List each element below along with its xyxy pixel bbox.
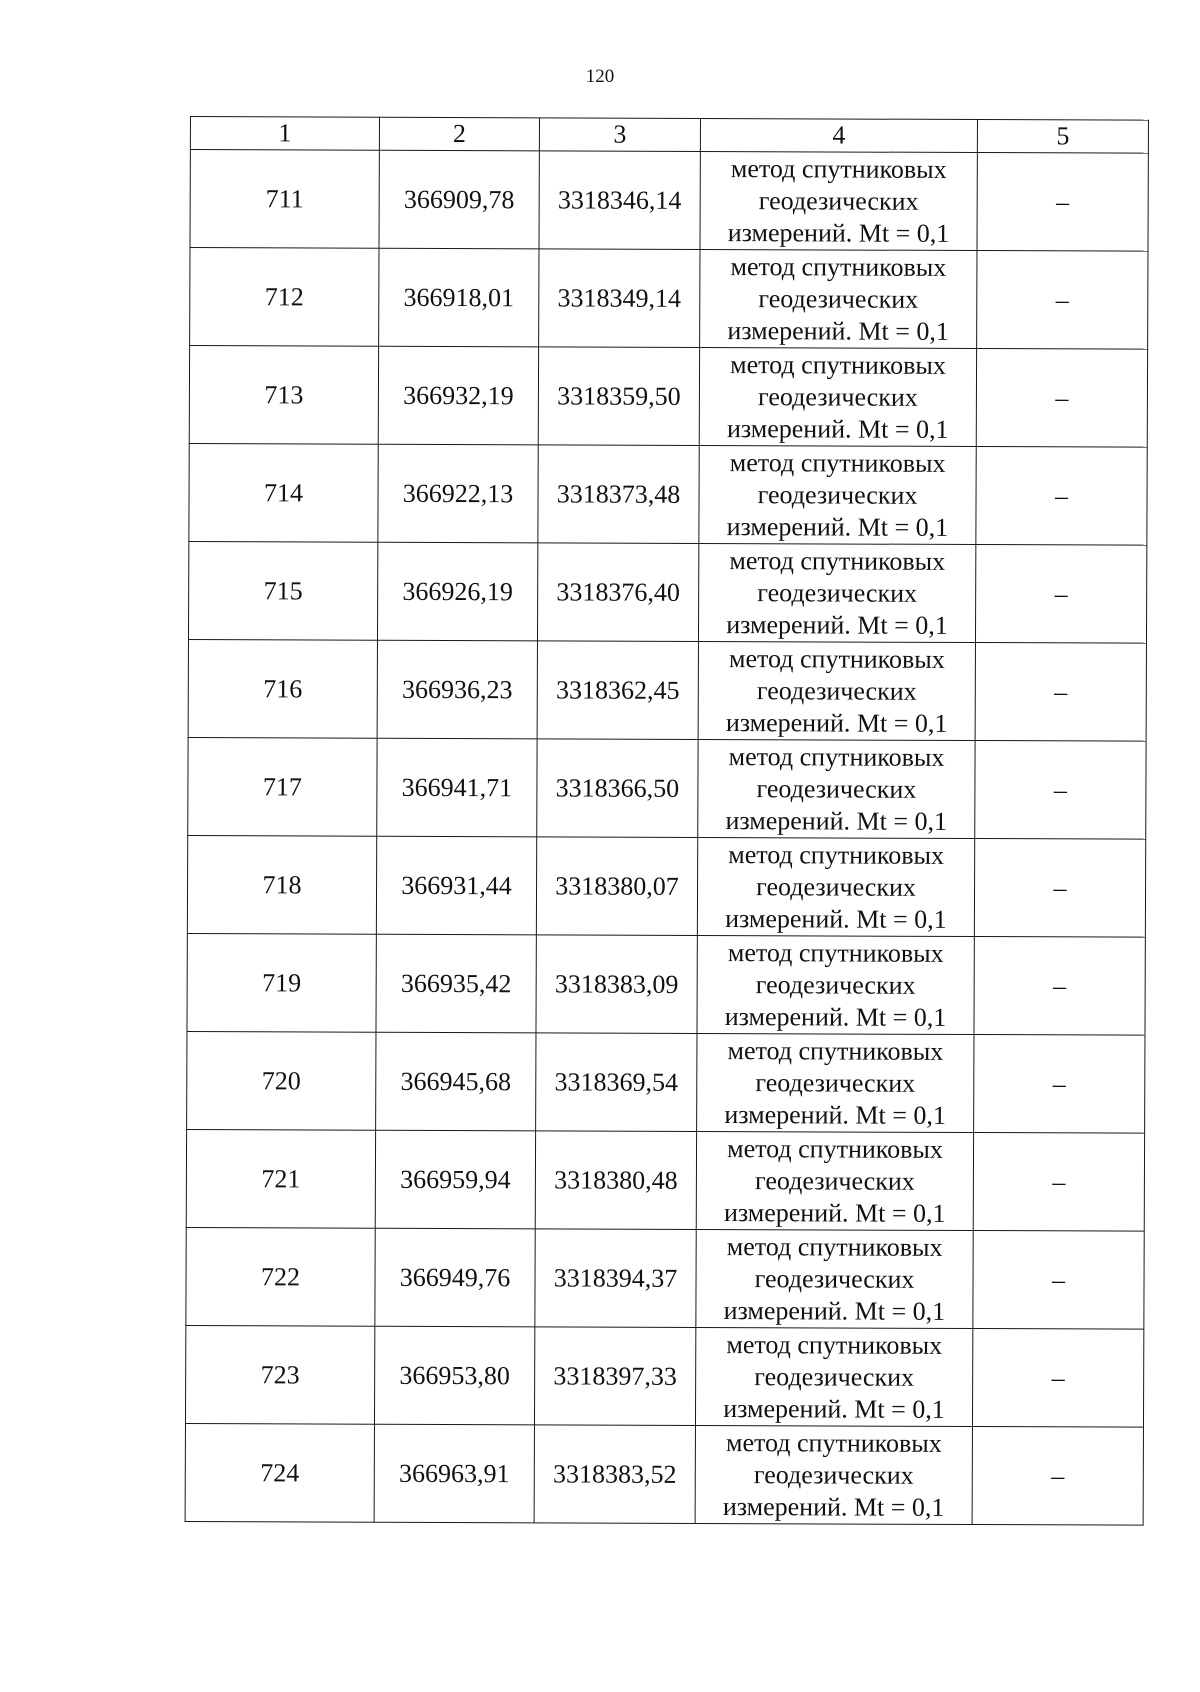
table-row [189, 346, 1147, 448]
method-line-1: метод спутниковых [727, 1133, 943, 1164]
note-cell: – [976, 349, 1147, 448]
point-number-cell: 723 [185, 1325, 374, 1424]
x-coordinate-cell: 366945,68 [376, 1032, 536, 1131]
method-cell [695, 1425, 972, 1524]
note-cell: – [974, 839, 1145, 938]
note-cell: – [977, 251, 1148, 350]
header-cell-1: 1 [190, 117, 379, 151]
x-coordinate-cell: 366918,01 [379, 248, 539, 347]
method-line-2: геодезических [757, 577, 918, 608]
y-coordinate-cell: 3318366,50 [537, 739, 698, 838]
method-line-1: метод спутниковых [730, 251, 947, 282]
table-body [185, 117, 1148, 1526]
table-row [188, 639, 1146, 741]
method-line-3: измерений. Mt = 0,1 [723, 1393, 945, 1424]
y-coordinate-cell: 3318380,48 [535, 1131, 696, 1230]
table-row [189, 443, 1147, 545]
x-coordinate-cell: 366959,94 [375, 1130, 535, 1229]
note-cell: – [975, 741, 1146, 840]
y-coordinate-cell: 3318383,09 [536, 935, 697, 1034]
coordinates-table-container [185, 116, 1148, 1526]
method-line-3: измерений. Mt = 0,1 [725, 903, 947, 934]
method-cell [696, 1131, 973, 1230]
method-line-3: измерений. Mt = 0,1 [723, 1197, 946, 1228]
x-coordinate-cell: 366909,78 [379, 150, 539, 249]
method-line-3: измерений. Mt = 0,1 [726, 413, 949, 444]
point-number-cell: 724 [185, 1423, 374, 1522]
table-row [188, 737, 1146, 839]
method-line-3: измерений. Mt = 0,1 [723, 1295, 946, 1326]
x-coordinate-cell: 366949,76 [375, 1228, 535, 1327]
x-coordinate-cell: 366963,91 [374, 1424, 534, 1523]
table-row [185, 1325, 1143, 1427]
method-cell [700, 249, 977, 348]
method-line-3: измерений. Mt = 0,1 [724, 1001, 947, 1032]
method-line-2: геодезических [755, 969, 916, 1000]
point-number-cell: 713 [189, 346, 378, 445]
x-coordinate-cell: 366953,80 [374, 1326, 534, 1425]
method-line-2: геодезических [754, 1165, 915, 1196]
method-line-1: метод спутниковых [729, 545, 946, 576]
method-cell [699, 445, 976, 544]
note-cell: – [973, 1133, 1144, 1232]
method-line-2: геодезических [756, 675, 917, 706]
point-number-cell: 720 [187, 1031, 376, 1130]
y-coordinate-cell: 3318380,07 [536, 837, 697, 936]
point-number-cell: 712 [190, 248, 379, 347]
note-cell: – [975, 643, 1146, 742]
method-cell [698, 641, 975, 740]
x-coordinate-cell: 366922,13 [378, 444, 538, 543]
method-line-2: геодезических [758, 283, 919, 314]
method-line-2: геодезических [756, 871, 916, 902]
method-line-1: метод спутниковых [728, 741, 945, 772]
point-number-cell: 718 [187, 835, 376, 934]
note-cell: – [974, 1035, 1145, 1134]
point-number-cell: 719 [187, 933, 376, 1032]
table-header-row [190, 117, 1148, 154]
x-coordinate-cell: 366931,44 [376, 836, 536, 935]
method-line-2: геодезических [758, 185, 919, 216]
note-cell: – [972, 1329, 1143, 1428]
table-row [190, 150, 1148, 252]
method-line-1: метод спутниковых [730, 153, 947, 184]
method-line-3: измерений. Mt = 0,1 [725, 707, 948, 738]
method-line-2: геодезических [755, 1067, 916, 1098]
method-cell [700, 151, 977, 250]
y-coordinate-cell: 3318369,54 [536, 1033, 697, 1132]
method-line-1: метод спутниковых [726, 1329, 943, 1360]
header-cell-5: 5 [977, 120, 1148, 154]
table-row [187, 835, 1145, 937]
coordinates-table [185, 116, 1149, 1526]
y-coordinate-cell: 3318362,45 [537, 641, 698, 740]
page-number: 120 [585, 66, 615, 87]
point-number-cell: 717 [188, 737, 377, 836]
method-line-2: геодезических [753, 1459, 914, 1490]
table-row [185, 1423, 1143, 1525]
method-cell [697, 935, 974, 1034]
method-line-3: измерений. Mt = 0,1 [726, 609, 948, 640]
method-line-1: метод спутниковых [729, 447, 946, 478]
table-row [188, 541, 1146, 643]
method-cell [698, 543, 975, 642]
method-line-2: геодезических [756, 773, 917, 804]
point-number-cell: 715 [188, 541, 377, 640]
method-cell [696, 1229, 973, 1328]
point-number-cell: 722 [186, 1227, 375, 1326]
note-cell: – [973, 1231, 1144, 1330]
method-line-3: измерений. Mt = 0,1 [726, 511, 949, 542]
method-line-3: измерений. Mt = 0,1 [725, 805, 948, 836]
point-number-cell: 716 [188, 639, 377, 738]
y-coordinate-cell: 3318373,48 [538, 445, 699, 544]
header-cell-4: 4 [700, 118, 977, 152]
y-coordinate-cell: 3318346,14 [539, 151, 700, 250]
y-coordinate-cell: 3318349,14 [539, 249, 700, 348]
y-coordinate-cell: 3318376,40 [537, 543, 698, 642]
table-row [186, 1227, 1144, 1329]
y-coordinate-cell: 3318359,50 [538, 347, 699, 446]
method-line-2: геодезических [757, 479, 918, 510]
method-line-2: геодезических [757, 381, 918, 412]
method-cell [698, 739, 975, 838]
method-line-3: измерений. Mt = 0,1 [724, 1099, 947, 1130]
method-line-1: метод спутниковых [729, 643, 945, 674]
method-line-2: геодезических [754, 1361, 915, 1392]
method-cell [699, 347, 976, 446]
method-cell [697, 1033, 974, 1132]
method-line-1: метод спутниковых [726, 1231, 943, 1262]
note-cell: – [975, 545, 1146, 644]
method-line-2: геодезических [754, 1263, 915, 1294]
method-line-1: метод спутниковых [727, 937, 944, 968]
method-line-1: метод спутниковых [728, 839, 945, 870]
note-cell: – [977, 153, 1148, 252]
method-line-1: метод спутниковых [730, 349, 946, 380]
header-cell-3: 3 [539, 118, 700, 152]
method-cell [697, 837, 974, 936]
x-coordinate-cell: 366941,71 [377, 738, 537, 837]
note-cell: – [976, 447, 1147, 546]
method-line-3: измерений. Mt = 0,1 [727, 217, 950, 248]
method-line-3: измерений. Mt = 0,1 [727, 315, 950, 346]
y-coordinate-cell: 3318397,33 [534, 1327, 695, 1426]
method-line-1: метод спутниковых [727, 1035, 944, 1066]
table-row [187, 933, 1145, 1035]
method-line-3: измерений. Mt = 0,1 [722, 1491, 945, 1522]
note-cell: – [974, 937, 1145, 1036]
y-coordinate-cell: 3318383,52 [534, 1425, 695, 1524]
table-row [187, 1031, 1145, 1133]
table-row [190, 248, 1148, 350]
x-coordinate-cell: 366932,19 [378, 346, 538, 445]
method-cell [695, 1327, 972, 1426]
table-row [186, 1129, 1144, 1231]
note-cell: – [972, 1427, 1143, 1526]
point-number-cell: 714 [189, 443, 378, 542]
point-number-cell: 721 [186, 1129, 375, 1228]
y-coordinate-cell: 3318394,37 [535, 1229, 696, 1328]
x-coordinate-cell: 366935,42 [376, 934, 536, 1033]
method-line-1: метод спутниковых [725, 1427, 942, 1458]
x-coordinate-cell: 366926,19 [377, 542, 537, 641]
x-coordinate-cell: 366936,23 [377, 640, 537, 739]
header-cell-2: 2 [379, 117, 539, 151]
point-number-cell: 711 [190, 150, 379, 249]
